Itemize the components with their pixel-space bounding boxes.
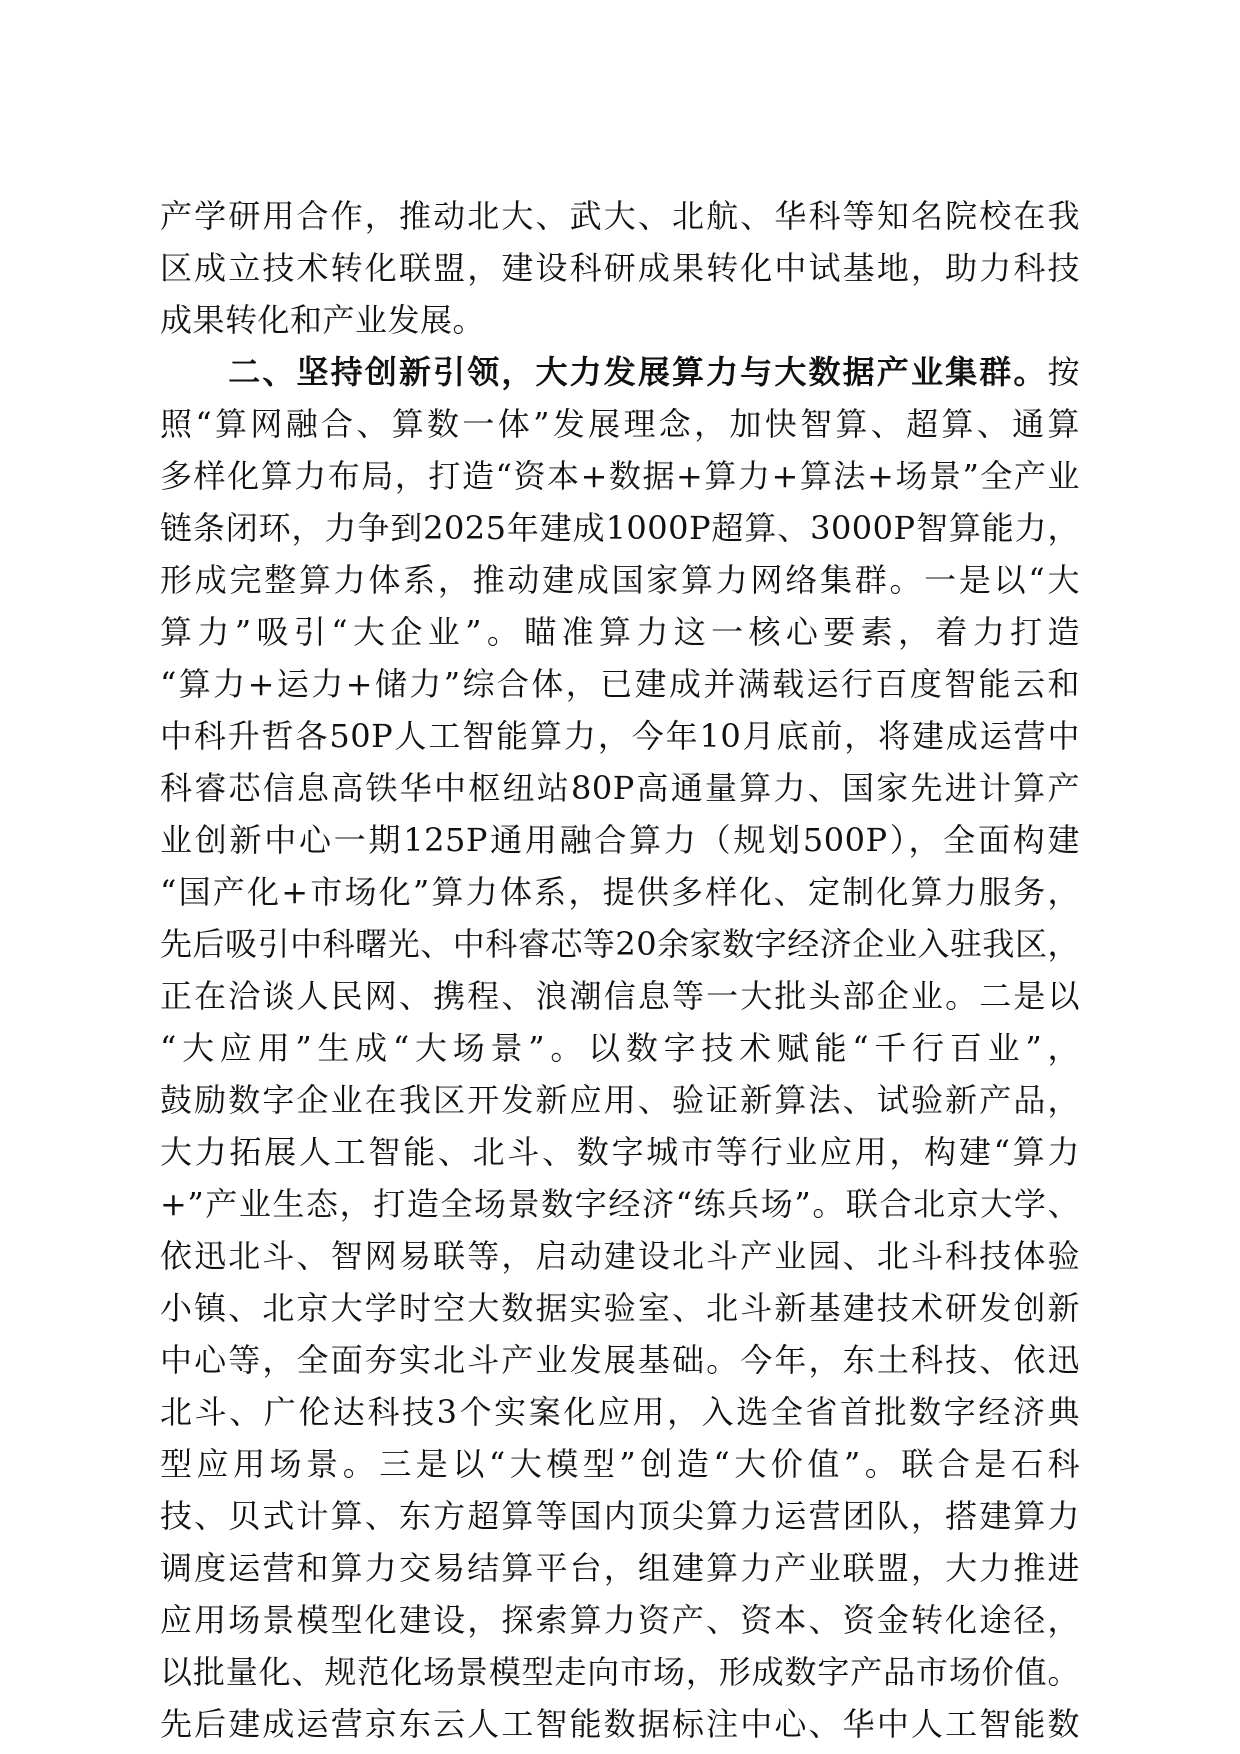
text-line-17: “大应用”生成“大场景”。以数字技术赋能“千行百业”， <box>160 1029 1080 1067</box>
heading-continuation: 按 <box>1047 353 1080 391</box>
section-heading-line <box>160 346 1080 398</box>
text-line-20: +”产业生态，打造全场景数字经济“练兵场”。联合北京大学、 <box>160 1185 1080 1223</box>
text-line-23: 中心等，全面夯实北斗产业发展基础。今年，东土科技、依迅 <box>160 1341 1080 1379</box>
text-line-10: “算力+运力+储力”综合体，已建成并满载运行百度智能云和 <box>160 665 1080 703</box>
text-line-13: 业创新中心一期125P通用融合算力（规划500P），全面构建 <box>160 821 1080 859</box>
text-line-18: 鼓励数字企业在我区开发新应用、验证新算法、试验新产品， <box>160 1081 1080 1119</box>
text-line-9: 算力”吸引“大企业”。瞄准算力这一核心要素，着力打造 <box>160 613 1080 651</box>
text-line-8: 形成完整算力体系，推动建成国家算力网络集群。一是以“大 <box>160 561 1080 599</box>
text-line-16: 正在洽谈人民网、携程、浪潮信息等一大批头部企业。二是以 <box>160 977 1080 1015</box>
text-line-1: 产学研用合作，推动北大、武大、北航、华科等知名院校在我 <box>160 197 1080 235</box>
text-line-22: 小镇、北京大学时空大数据实验室、北斗新基建技术研发创新 <box>160 1289 1080 1327</box>
text-line-25: 型应用场景。三是以“大模型”创造“大价值”。联合是石科 <box>160 1445 1080 1483</box>
text-line-11: 中科升哲各50P人工智能算力，今年10月底前，将建成运营中 <box>160 717 1080 755</box>
text-line-12: 科睿芯信息高铁华中枢纽站80P高通量算力、国家先进计算产 <box>160 769 1080 807</box>
text-line-26: 技、贝式计算、东方超算等国内顶尖算力运营团队，搭建算力 <box>160 1497 1080 1535</box>
text-line-24: 北斗、广伦达科技3个实案化应用，入选全省首批数字经济典 <box>160 1393 1080 1431</box>
heading-indent <box>160 353 228 391</box>
text-line-3: 成果转化和产业发展。 <box>160 301 486 339</box>
text-line-21: 依迅北斗、智网易联等，启动建设北斗产业园、北斗科技体验 <box>160 1237 1080 1275</box>
text-line-28: 应用场景模型化建设，探索算力资产、资本、资金转化途径， <box>160 1601 1080 1639</box>
body-text <box>160 190 1080 1750</box>
text-line-30: 先后建成运营京东云人工智能数据标注中心、华中人工智能数 <box>160 1705 1080 1743</box>
text-line-29: 以批量化、规范化场景模型走向市场，形成数字产品市场价值。 <box>160 1653 1080 1691</box>
text-line-6: 多样化算力布局，打造“资本+数据+算力+算法+场景”全产业 <box>160 457 1080 495</box>
section-heading: 二、坚持创新引领，大力发展算力与大数据产业集群。 <box>228 353 1048 391</box>
text-line-15: 先后吸引中科曙光、中科睿芯等20余家数字经济企业入驻我区， <box>160 925 1080 963</box>
text-line-2: 区成立技术转化联盟，建设科研成果转化中试基地，助力科技 <box>160 249 1080 287</box>
text-line-5: 照“算网融合、算数一体”发展理念，加快智算、超算、通算 <box>160 405 1080 443</box>
text-line-14: “国产化+市场化”算力体系，提供多样化、定制化算力服务， <box>160 873 1080 911</box>
text-line-27: 调度运营和算力交易结算平台，组建算力产业联盟，大力推进 <box>160 1549 1080 1587</box>
text-line-19: 大力拓展人工智能、北斗、数字城市等行业应用，构建“算力 <box>160 1133 1080 1171</box>
text-line-7: 链条闭环，力争到2025年建成1000P超算、3000P智算能力， <box>160 509 1080 547</box>
